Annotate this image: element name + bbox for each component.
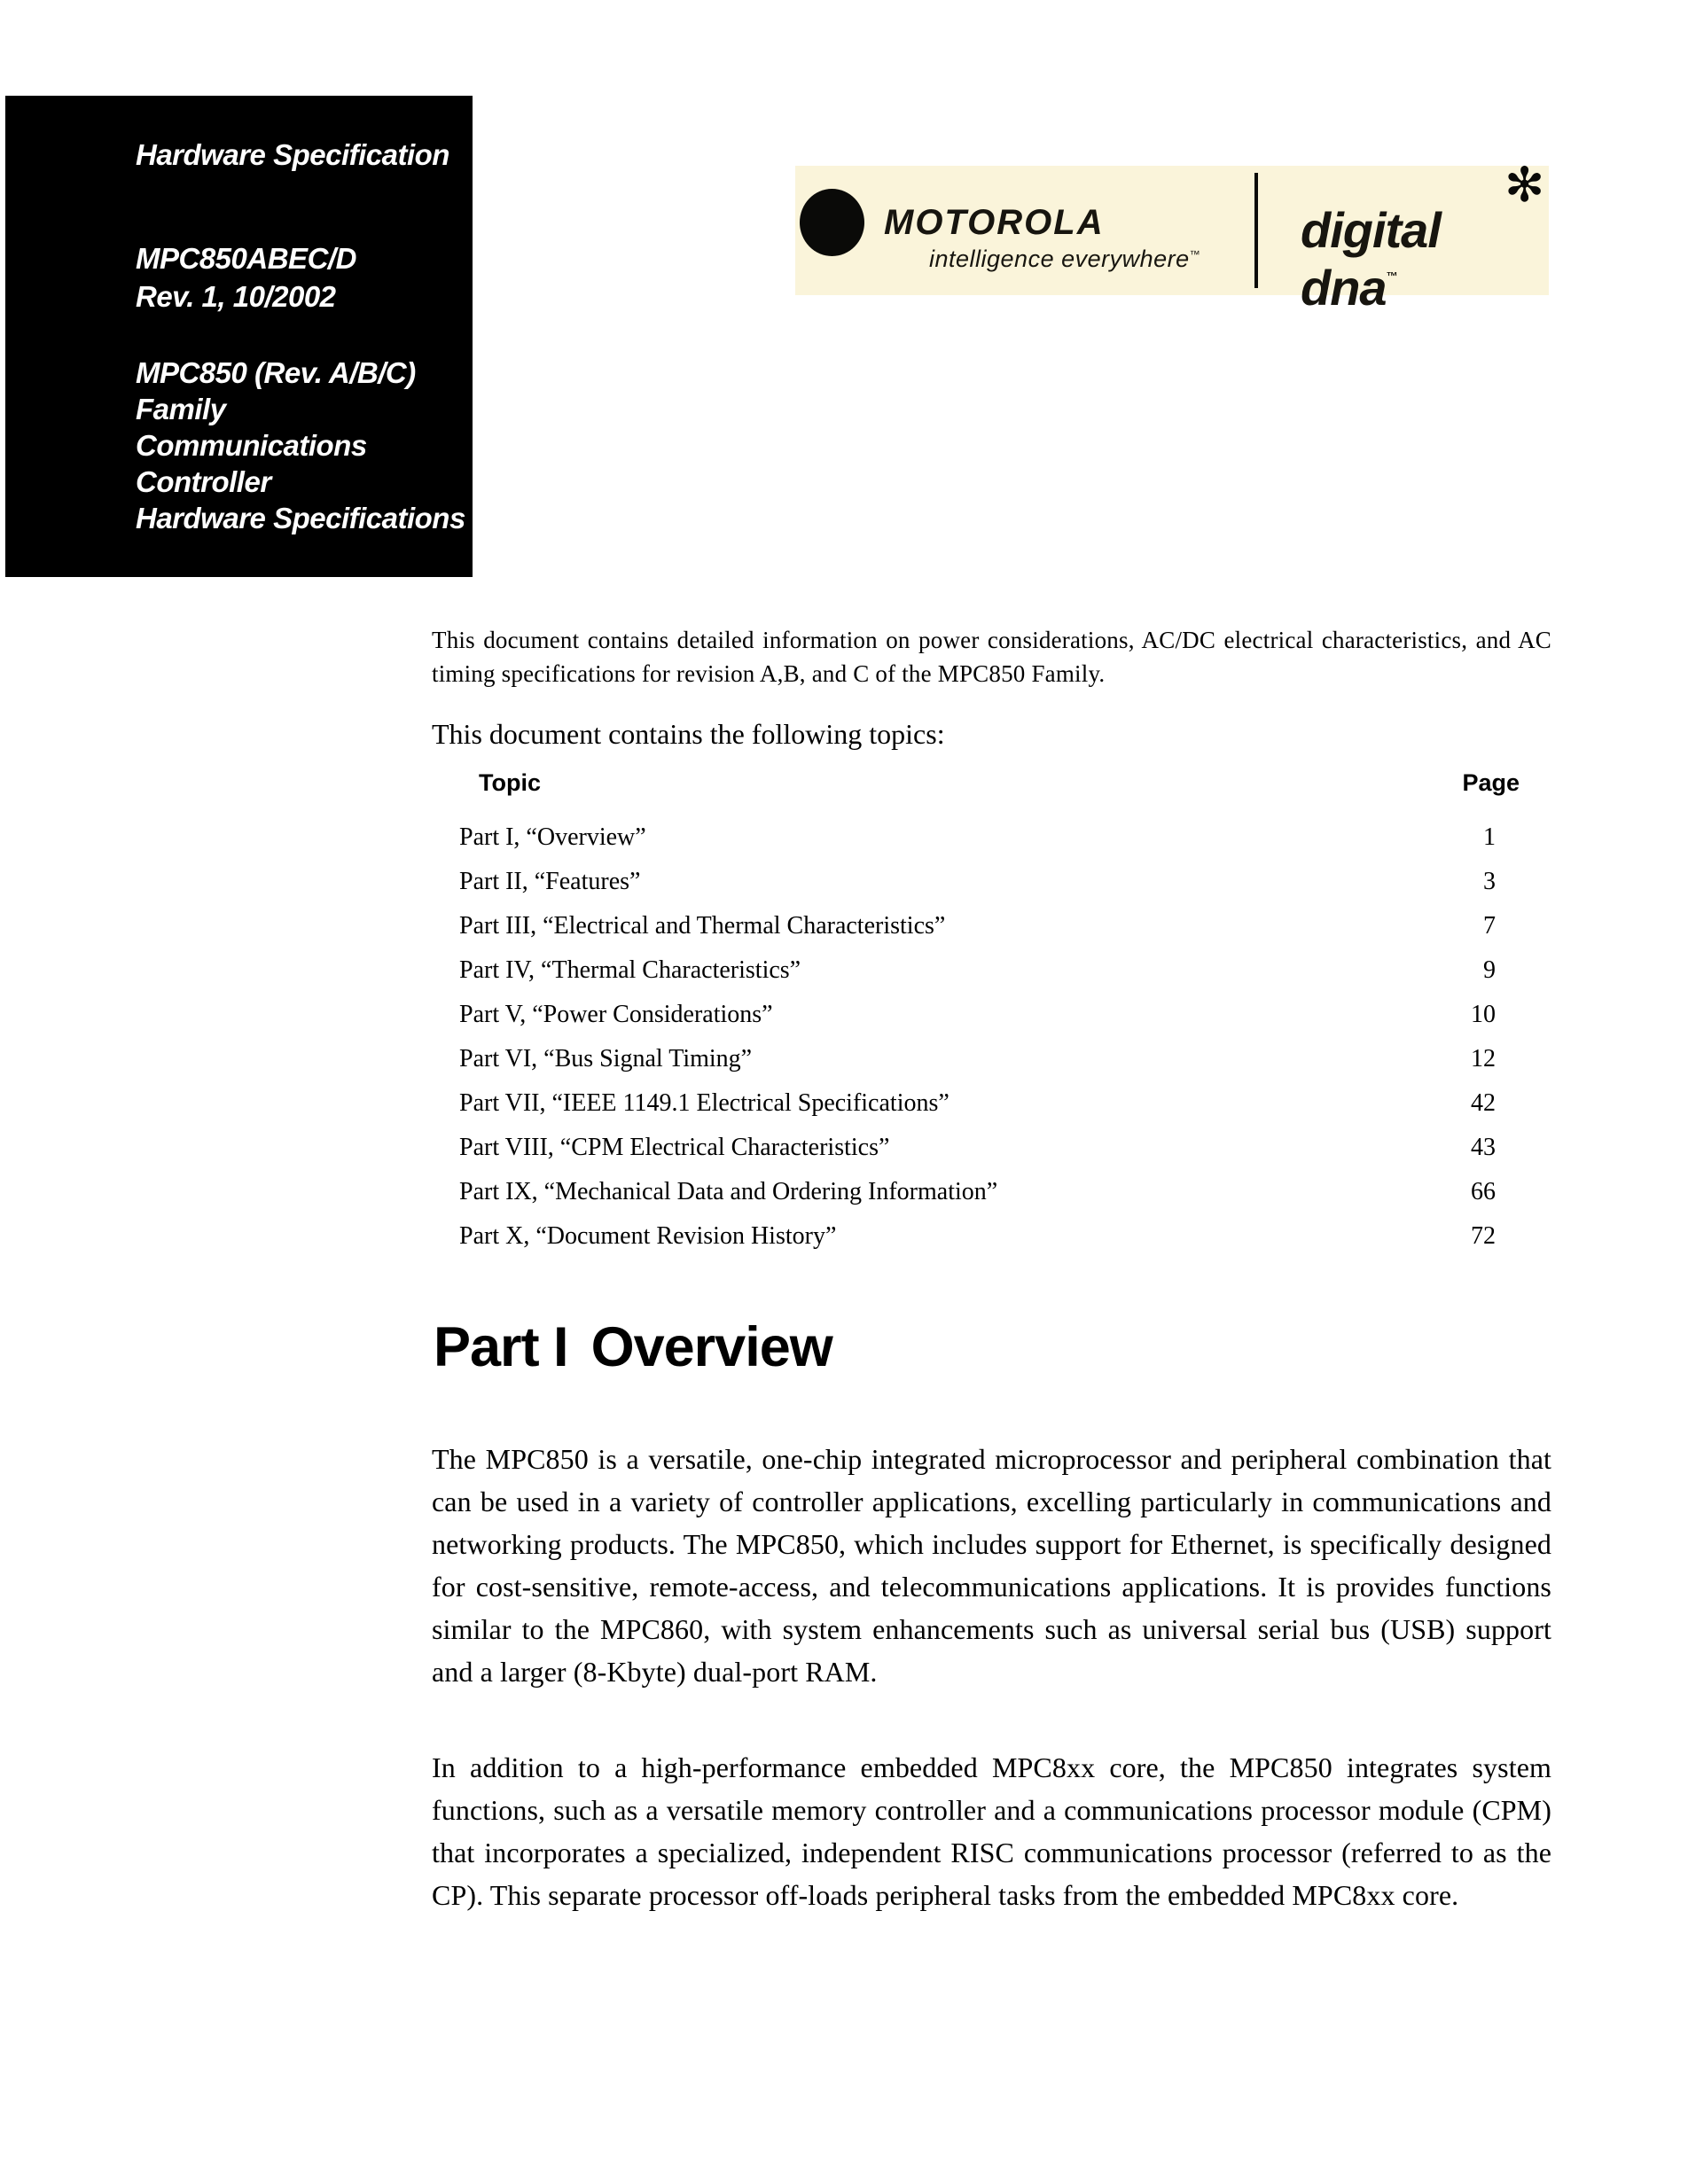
tagline-text: intelligence everywhere — [929, 246, 1190, 272]
motorola-wordmark: MOTOROLA — [884, 203, 1105, 242]
brand-divider — [1254, 173, 1258, 288]
toc-header — [432, 769, 1520, 797]
toc-topic: Part IV, “Thermal Characteristics” — [459, 956, 801, 984]
topics-lead: This document contains the following topics: — [432, 718, 945, 750]
toc-page-number: 66 — [1471, 1178, 1496, 1205]
doc-id: MPC850ABEC/D — [136, 242, 356, 275]
toc-row — [432, 1214, 1507, 1259]
trademark-symbol: ™ — [1386, 269, 1398, 283]
toc-page-number: 43 — [1471, 1134, 1496, 1161]
doc-title-line: Communications Controller — [136, 429, 367, 498]
motorola-emblem-icon — [800, 189, 864, 256]
toc-row — [432, 948, 1507, 993]
overview-paragraph: The MPC850 is a versatile, one-chip integrated microprocessor and peripheral combination that can be used in a variety of controller applications, excelling particularly in communications and networking products. The MPC850, which includes support for Ethernet, is specifically designed for cost-sensitive, remote-access, and telecommunications applications. It is provides functions similar to the MPC860, with system enhancements such as universal serial bus (USB) support and a larger (8-Kbyte) dual-port RAM. — [432, 1443, 1551, 1688]
part-heading — [434, 1315, 832, 1379]
digital-dna-wordmark — [1301, 201, 1549, 316]
title-block — [5, 96, 473, 577]
toc-topic: Part VI, “Bus Signal Timing” — [459, 1045, 753, 1072]
toc-row — [432, 993, 1507, 1037]
toc-row — [432, 1081, 1507, 1126]
toc-page-number: 10 — [1471, 1001, 1496, 1028]
toc-row — [432, 860, 1507, 904]
toc-page-number: 3 — [1483, 868, 1496, 895]
dna-text: digital dna — [1301, 202, 1441, 316]
brand-panel — [795, 159, 1549, 316]
toc-page-number: 1 — [1483, 823, 1496, 851]
toc-page-number: 7 — [1483, 912, 1496, 940]
toc-page-number: 9 — [1483, 956, 1496, 984]
intro-paragraph: This document contains detailed information on power considerations, AC/DC electrical characteristics, and AC timing specifications for revision A,B, and C of the MPC850 Family. — [432, 627, 1551, 687]
overview-paragraph: In addition to a high-performance embedded MPC8xx core, the MPC850 integrates system functions, such as a versatile memory controller and a communications processor module (CPM) that incorporates a specialized, independent RISC communications processor (referred to as the CP). This separate processor off-loads peripheral tasks from the embedded MPC8xx core. — [432, 1751, 1551, 1911]
toc-topic: Part VII, “IEEE 1149.1 Electrical Specifications” — [459, 1089, 950, 1117]
toc-topic: Part X, “Document Revision History” — [459, 1222, 837, 1250]
toc-topic: Part IX, “Mechanical Data and Ordering Information” — [459, 1178, 998, 1205]
doc-title-line: MPC850 (Rev. A/B/C) Family — [136, 356, 416, 425]
toc-page-number: 42 — [1471, 1089, 1496, 1117]
part-heading-label: Part I — [434, 1316, 568, 1378]
doc-kicker: Hardware Specification — [136, 138, 449, 171]
toc-topic: Part III, “Electrical and Thermal Characteristics” — [459, 912, 946, 940]
toc-row — [432, 1170, 1507, 1214]
doc-title-line: Hardware Specifications — [136, 502, 465, 534]
toc-col-page: Page — [1462, 769, 1520, 796]
doc-revision: Rev. 1, 10/2002 — [136, 280, 336, 313]
toc-row — [432, 1037, 1507, 1081]
doc-id-block — [136, 239, 356, 316]
part-heading-title: Overview — [590, 1316, 832, 1378]
toc-topic: Part II, “Features” — [459, 868, 641, 895]
toc-col-topic: Topic — [479, 769, 541, 796]
trademark-symbol: ™ — [1189, 248, 1201, 261]
dna-flower-icon: ✻ — [1504, 159, 1545, 212]
motorola-tagline — [929, 246, 1200, 273]
toc-row — [432, 815, 1507, 860]
toc-topic: Part V, “Power Considerations” — [459, 1001, 773, 1028]
toc-row — [432, 1126, 1507, 1170]
toc-page-number: 72 — [1471, 1222, 1496, 1250]
toc-row — [432, 904, 1507, 948]
doc-title — [136, 355, 473, 536]
toc-list — [432, 815, 1507, 1259]
toc-page-number: 12 — [1471, 1045, 1496, 1072]
toc-topic: Part VIII, “CPM Electrical Characteristics” — [459, 1134, 890, 1161]
toc-topic: Part I, “Overview” — [459, 823, 646, 851]
